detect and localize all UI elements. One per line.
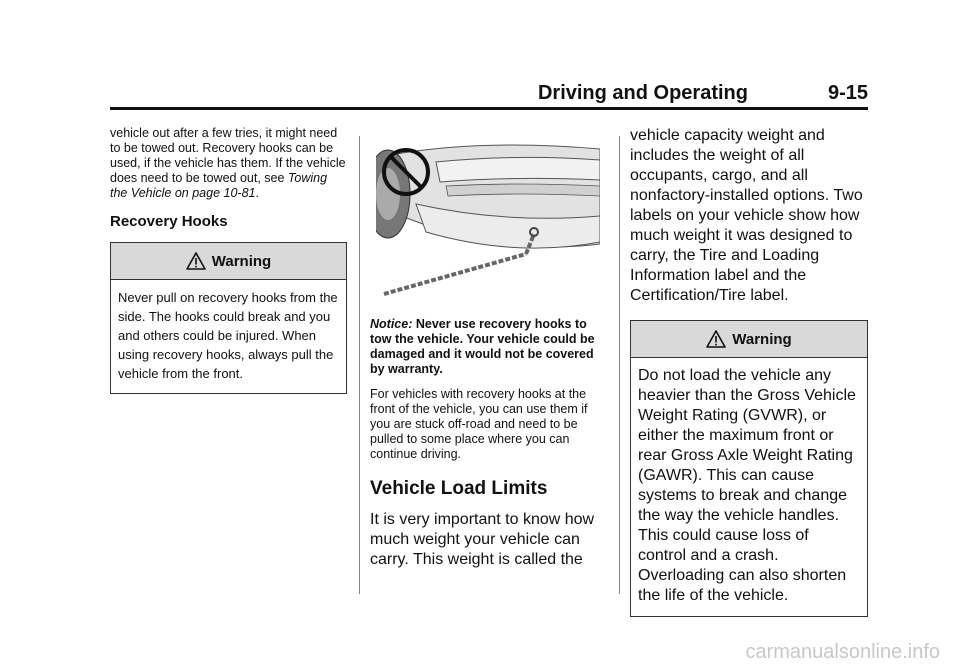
page-number: 9-15 <box>827 82 868 104</box>
header-rule <box>110 107 868 110</box>
warning-triangle-icon <box>186 252 206 270</box>
warning-header <box>111 243 346 280</box>
watermark: carmanualsonline.info <box>745 641 940 663</box>
intro-paragraph: vehicle out after a few tries, it might need to be towed out. Recovery hooks can be used, if the vehicle has them. If the vehicle does need to be towed out, see Towing the Vehicle on page 10-81. <box>110 126 346 200</box>
warning-triangle-icon <box>706 330 726 348</box>
load-limits-paragraph: It is very important to know how much weight your vehicle can carry. This weight is called the <box>370 511 595 568</box>
page-header <box>110 82 868 106</box>
warning-box <box>630 320 868 617</box>
recovery-hooks-heading: Recovery Hooks <box>110 213 228 230</box>
column-middle <box>370 126 607 570</box>
column-right <box>630 126 868 617</box>
warning-title: Warning <box>732 330 792 348</box>
notice-label: Notice: <box>370 317 413 331</box>
warning-text: Do not load the vehicle any heavier than the Gross Vehicle Weight Rating (GVWR), or either the maximum front or rear Gross Axle Weight Rating (GAWR). This can cause systems to break and change the way the vehicle handles. This could cause loss of control and a crash. Overloading can also shorten the life of the vehicle. <box>638 367 856 604</box>
towing-reference-link[interactable]: Towing the Vehicle on page 10-81 <box>110 171 328 200</box>
notice-paragraph: Notice: Never use recovery hooks to tow the vehicle. Your vehicle could be damaged and it would not be covered by warranty. <box>370 317 595 376</box>
warning-text: Never pull on recovery hooks from the side. The hooks could break and you and others could be injured. When using recovery hooks, always pull the vehicle from the front. <box>118 290 338 381</box>
column-divider <box>619 136 620 594</box>
warning-header <box>631 321 867 358</box>
section-title: Driving and Operating <box>537 82 748 104</box>
recovery-hook-illustration <box>376 134 600 302</box>
warning-box <box>110 242 347 394</box>
warning-title: Warning <box>211 252 272 270</box>
column-divider <box>359 136 360 594</box>
recovery-hooks-paragraph: For vehicles with recovery hooks at the front of the vehicle, you can use them if you are stuck off-road and need to be pulled to some place where you can continue driving. <box>370 387 588 461</box>
column-left <box>110 126 347 394</box>
vehicle-load-limits-heading: Vehicle Load Limits <box>370 478 548 499</box>
capacity-paragraph: vehicle capacity weight and includes the weight of all occupants, cargo, and all nonfactory-installed options. Two labels on your vehicle show how much weight it was designed to carry, the Tire and Loading Information label and the Certification/Tire label. <box>630 127 863 304</box>
